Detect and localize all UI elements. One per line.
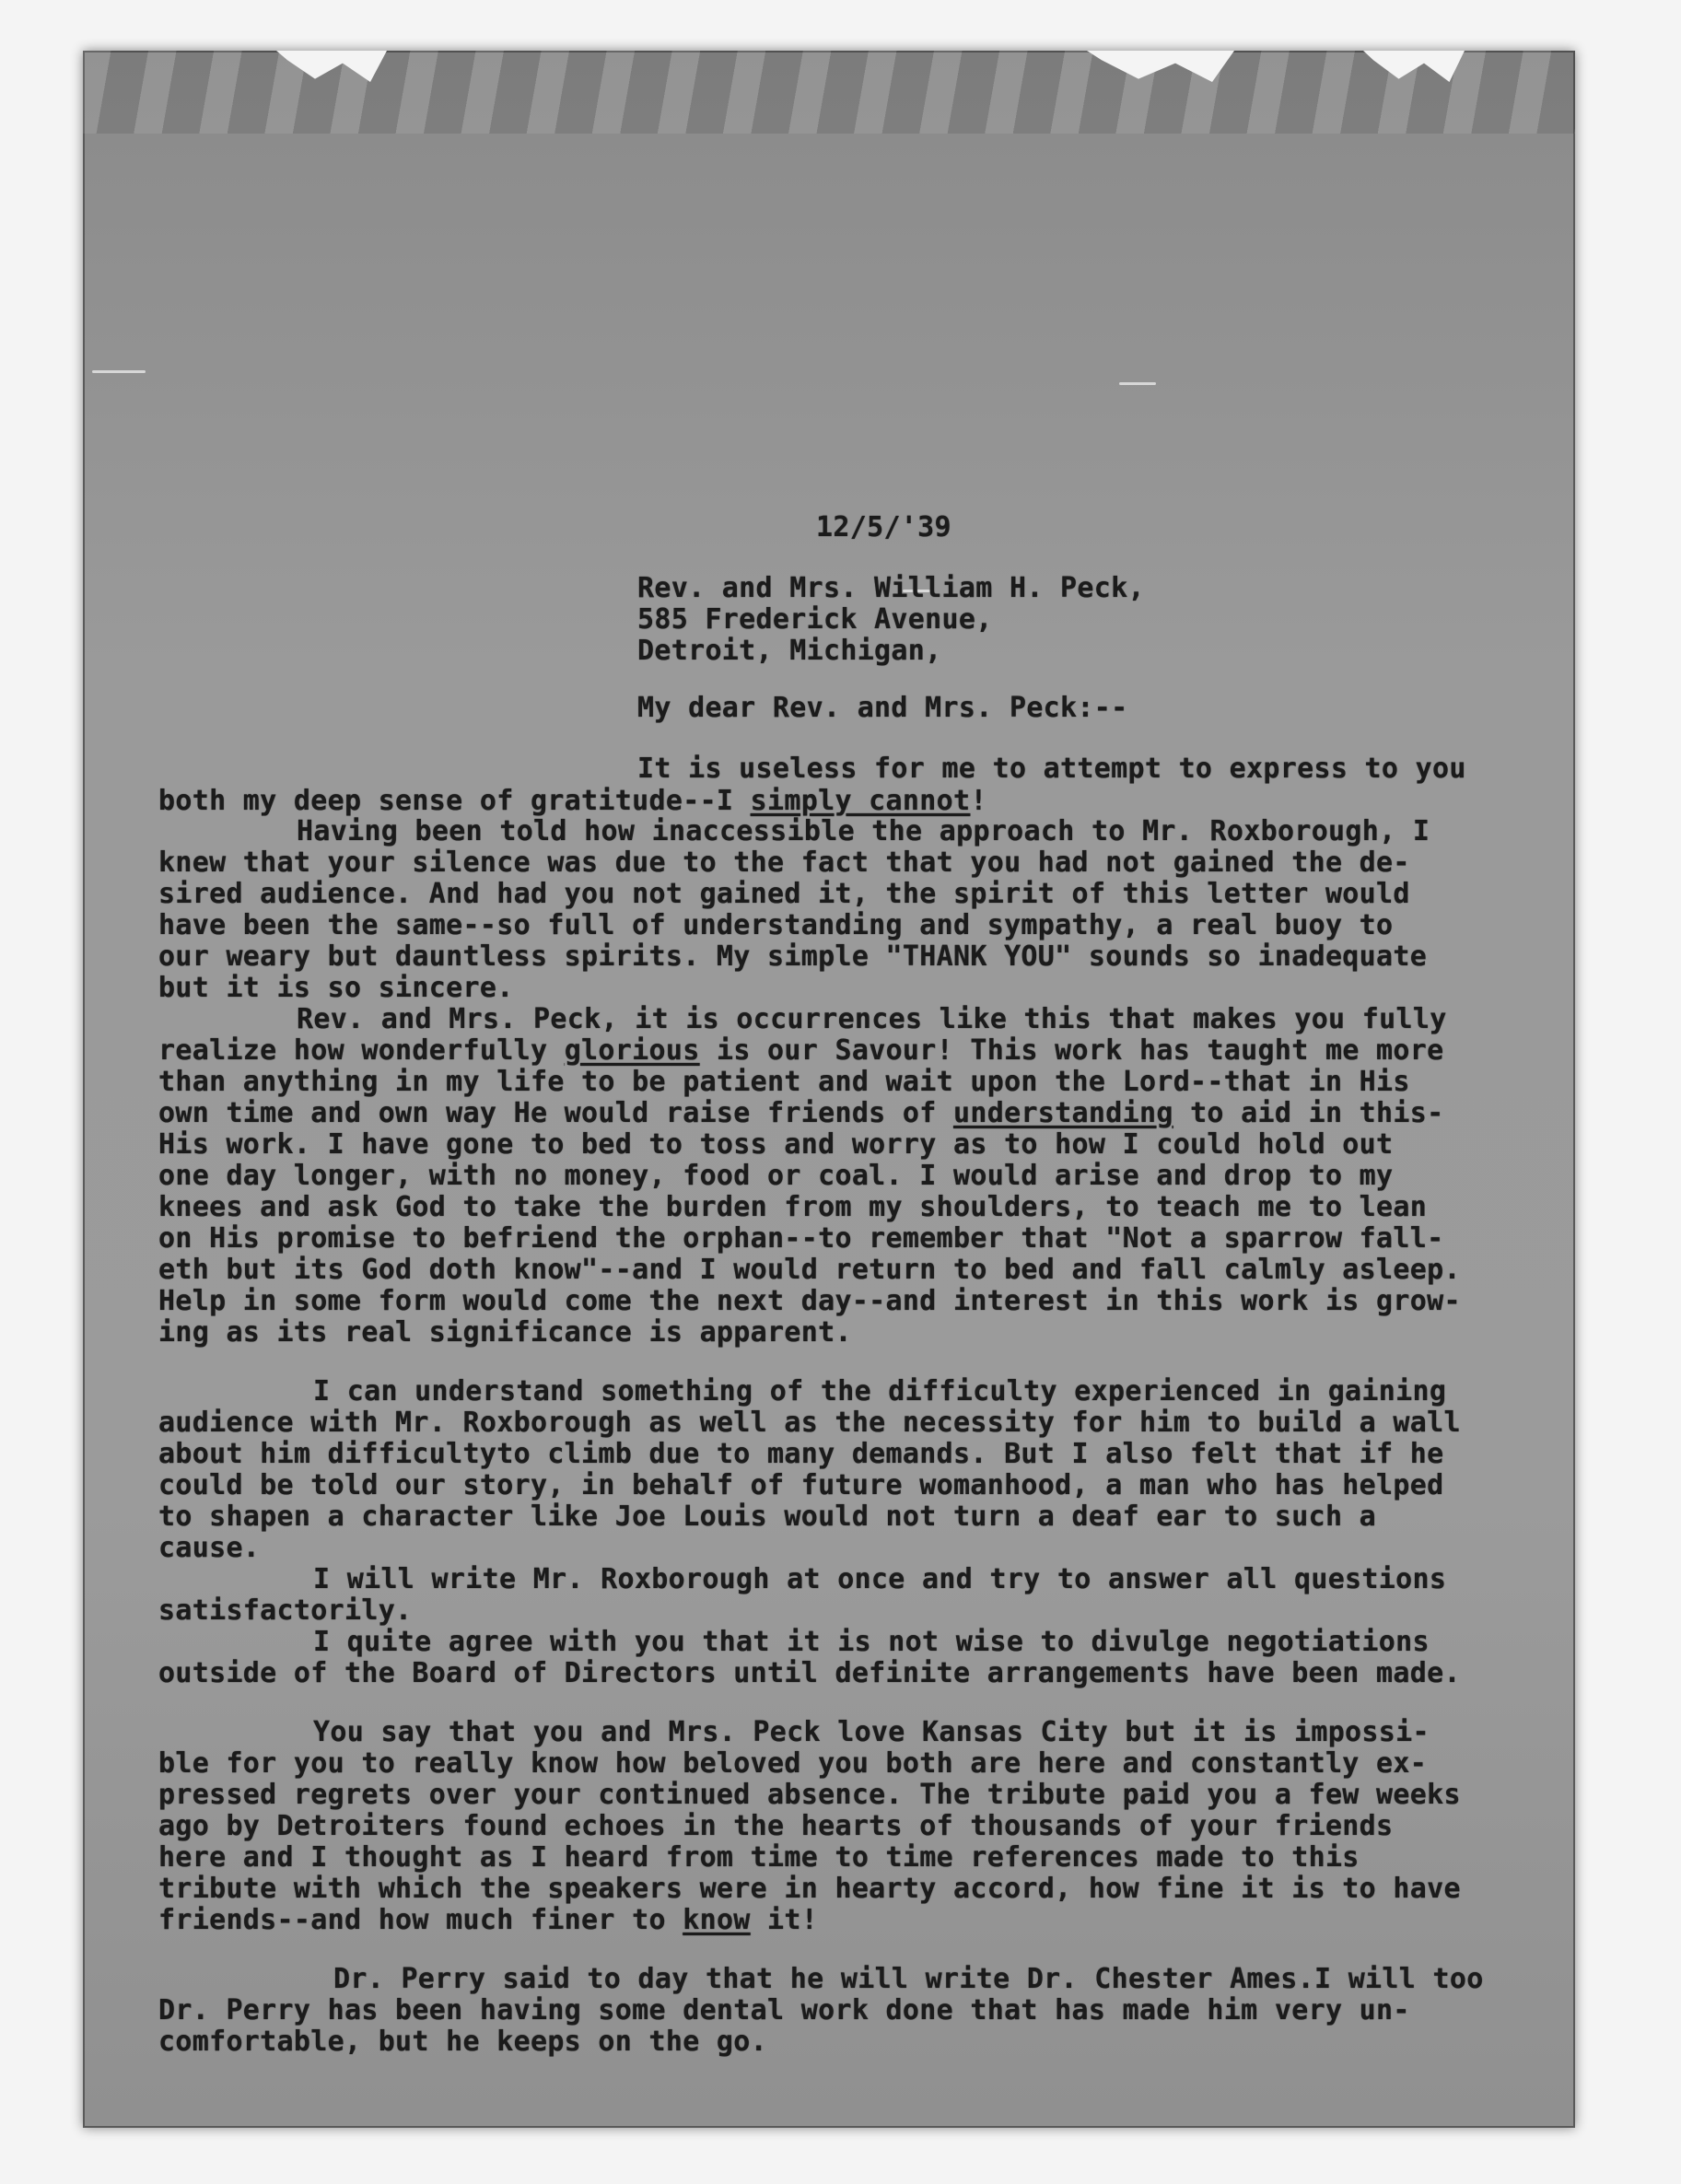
body-line: Dr. Perry said to day that he will write Dr. Chester Ames.I will too	[333, 1963, 1484, 1995]
body-text: !	[970, 785, 987, 817]
body-text: both my deep sense of gratitude--I	[158, 785, 751, 817]
body-line: I will write Mr. Roxborough at once and try to answer all questions	[313, 1563, 1447, 1595]
body-line: to shapen a character like Joe Louis would not turn a deaf ear to such a	[158, 1501, 1377, 1533]
body-text: realize how wonderfully	[158, 1034, 565, 1067]
salutation: My dear Rev. and Mrs. Peck:--	[637, 692, 1128, 724]
body-line	[158, 1905, 818, 1936]
body-line	[158, 1098, 1444, 1129]
body-line: could be told our story, in behalf of future womanhood, a man who has helped	[158, 1469, 1444, 1501]
body-line: have been the same--so full of understanding and sympathy, a real buoy to	[158, 909, 1394, 941]
body-line: I quite agree with you that it is not wise to divulge negotiations	[313, 1626, 1430, 1658]
body-line: about him difficultyto climb due to many demands. But I also felt that if he	[158, 1438, 1444, 1470]
body-line: but it is so sincere.	[158, 972, 514, 1004]
paper-scratch	[92, 370, 146, 373]
body-text: is our Savour! This work has taught me more	[699, 1034, 1444, 1067]
body-line: audience with Mr. Roxborough as well as the necessity for him to build a wall	[158, 1407, 1461, 1439]
underlined-text: simply cannot	[750, 785, 971, 817]
body-line: eth but its God doth know"--and I would return to bed and fall calmly asleep.	[158, 1254, 1461, 1286]
body-line	[158, 786, 987, 817]
body-line: outside of the Board of Directors until definite arrangements have been made.	[158, 1657, 1461, 1689]
paper-scratch	[1119, 382, 1156, 385]
body-line: ing as its real significance is apparent.	[158, 1316, 852, 1349]
body-line: ble for you to really know how beloved you both are here and constantly ex-	[158, 1747, 1428, 1780]
body-line: satisfactorily.	[158, 1594, 413, 1627]
address-line: Detroit, Michigan,	[637, 635, 942, 667]
body-line: on His promise to befriend the orphan--to remember that "Not a sparrow fall-	[158, 1222, 1444, 1255]
body-line: comfortable, but he keeps on the go.	[158, 2026, 768, 2058]
body-line: here and I thought as I heard from time to time references made to this	[158, 1841, 1360, 1874]
body-line: pressed regrets over your continued absence. The tribute paid you a few weeks	[158, 1779, 1461, 1811]
body-line: than anything in my life to be patient and wait upon the Lord--that in His	[158, 1066, 1410, 1098]
underlined-text: know	[683, 1904, 751, 1936]
body-line: Dr. Perry has been having some dental work done that has made him very un-	[158, 1994, 1410, 2026]
body-line	[158, 1035, 1444, 1067]
body-line: Rev. and Mrs. Peck, it is occurrences like this that makes you fully	[297, 1003, 1447, 1035]
body-text: it!	[750, 1904, 819, 1936]
body-line: I can understand something of the difficulty experienced in gaining	[313, 1375, 1447, 1407]
address-line: 585 Frederick Avenue,	[637, 603, 993, 636]
body-line: Help in some form would come the next day--and interest in this work is grow-	[158, 1285, 1461, 1317]
body-line: ago by Detroiters found echoes in the hearts of thousands of your friends	[158, 1810, 1394, 1842]
body-line: sired audience. And had you not gained it, the spirit of this letter would	[158, 878, 1410, 910]
body-line: Having been told how inaccessible the approach to Mr. Roxborough, I	[297, 815, 1430, 847]
body-text: friends--and how much finer to	[158, 1904, 683, 1936]
address-line: Rev. and Mrs. William H. Peck,	[637, 572, 1145, 604]
underlined-text: understanding	[953, 1097, 1173, 1129]
body-line: knees and ask God to take the burden from my shoulders, to teach me to lean	[158, 1191, 1428, 1223]
body-text: to aid in this-	[1173, 1097, 1444, 1129]
body-line: You say that you and Mrs. Peck love Kansas City but it is impossi-	[313, 1716, 1430, 1748]
body-text: own time and own way He would raise friends of	[158, 1097, 953, 1129]
body-line: cause.	[158, 1532, 261, 1564]
body-line: tribute with which the speakers were in hearty accord, how fine it is to have	[158, 1873, 1461, 1905]
underlined-text: glorious	[564, 1034, 700, 1067]
body-line: our weary but dauntless spirits. My simple "THANK YOU" sounds so inadequate	[158, 940, 1428, 973]
letter-date: 12/5/'39	[816, 511, 951, 543]
body-line: His work. I have gone to bed to toss and worry as to how I could hold out	[158, 1128, 1394, 1161]
body-line: one day longer, with no money, food or coal. I would arise and drop to my	[158, 1160, 1394, 1192]
body-line: It is useless for me to attempt to express to you	[637, 753, 1466, 785]
body-line: knew that your silence was due to the fact that you had not gained the de-	[158, 847, 1410, 879]
